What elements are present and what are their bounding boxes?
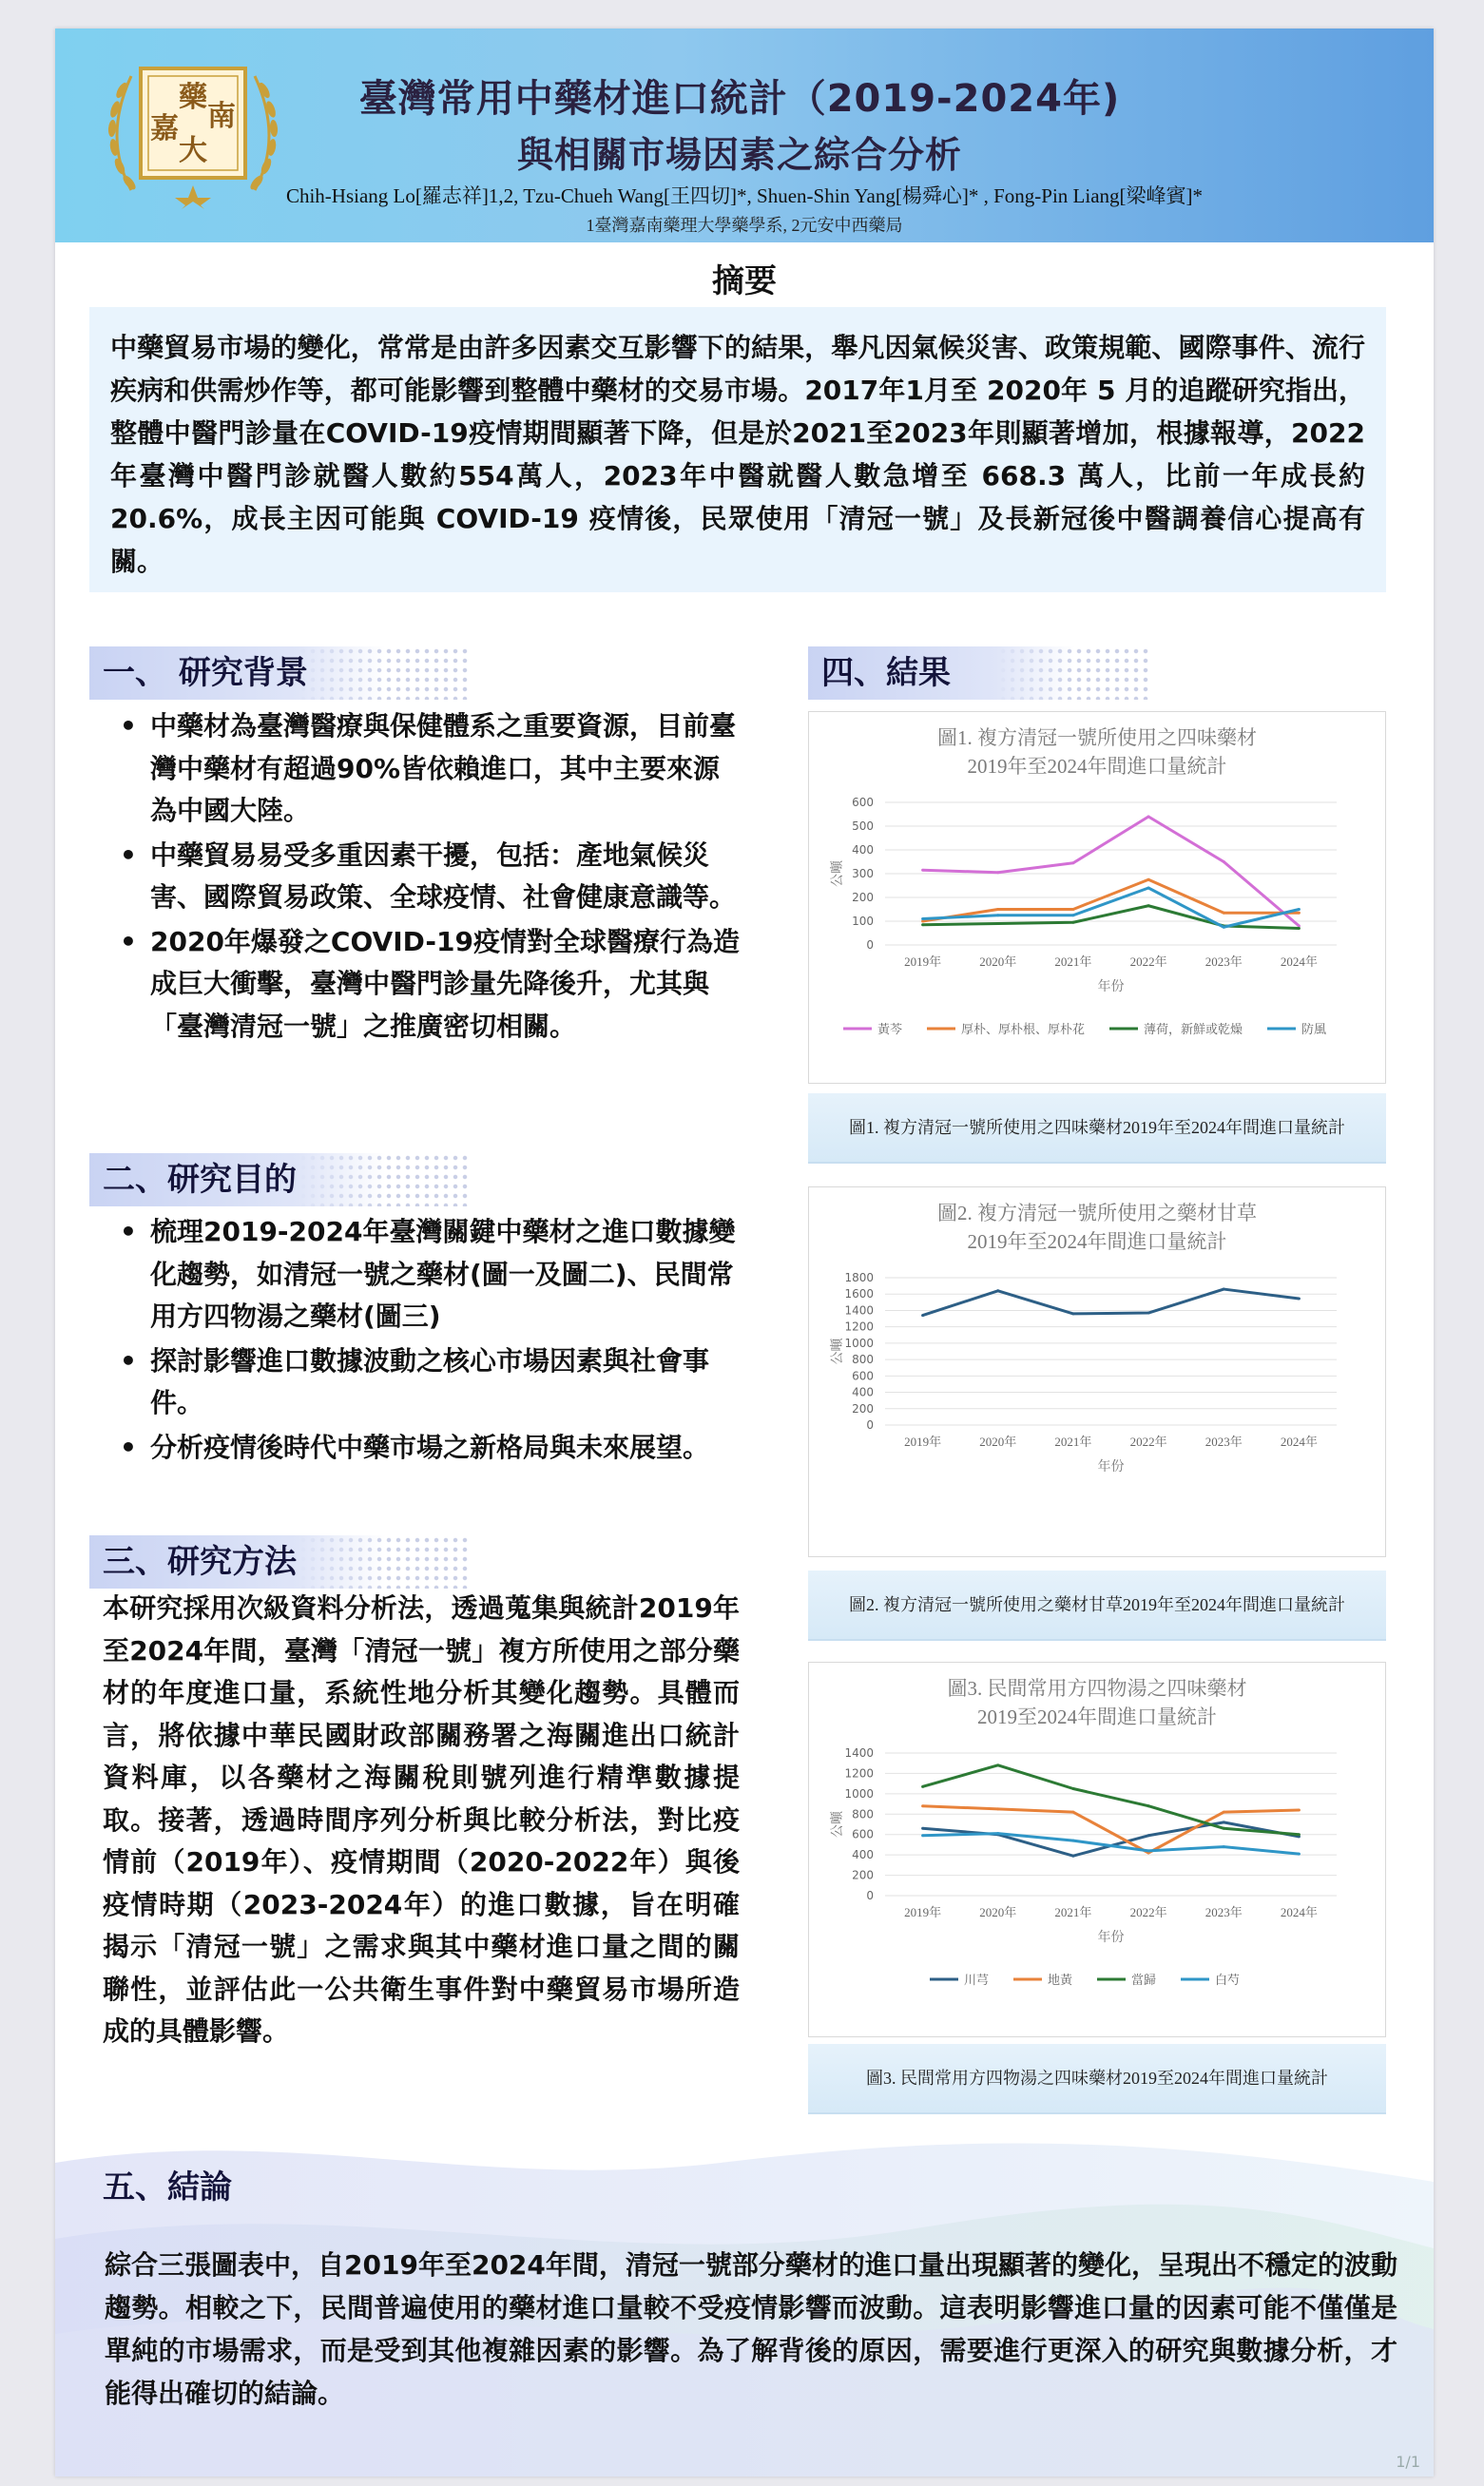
y-tick-label: 0 [866,1889,874,1902]
data-point [1071,861,1074,864]
y-tick-label: 400 [852,1848,874,1862]
x-tick-label: 2022年 [1129,1435,1167,1449]
data-point [1071,1787,1074,1790]
y-tick-label: 0 [866,1418,874,1432]
section-background-title: 一、 研究背景 [103,654,308,692]
data-point [1223,912,1225,915]
data-point [1298,1853,1301,1856]
x-tick-label: 2024年 [1280,1905,1318,1919]
x-tick-label: 2024年 [1280,954,1318,969]
affiliations: 1臺灣嘉南藥理大學藥學系, 2元安中西藥局 [586,216,903,235]
svg-text:藥: 藥 [179,81,207,114]
legend-label: 薄荷，新鮮或乾燥 [1144,1022,1243,1036]
data-point [1223,1821,1225,1823]
data-point [996,922,999,925]
figure-3 [808,1662,1386,2037]
chart-title-line: 圖2. 複方清冠一號所使用之藥材甘草 [937,1202,1257,1224]
data-point [1147,1849,1150,1852]
data-point [1298,912,1301,915]
x-tick-label: 2020年 [979,1905,1017,1919]
section-method-heading [89,1535,470,1589]
data-point [996,1763,999,1766]
svg-text:南: 南 [207,100,236,133]
data-point [921,917,924,920]
chart-title-line: 圖1. 複方清冠一號所使用之四味藥材 [937,726,1257,749]
y-tick-label: 500 [852,819,874,833]
x-tick-label: 2022年 [1129,1905,1167,1919]
y-axis-label: 公噸 [831,1338,845,1365]
author-list: Chih-Hsiang Lo[羅志祥]1,2, Tzu-Chueh Wang[王四切]*, Shuen-Shin Yang[楊舜心]* , Fong-Pin Liang[梁峰賓]* [285,184,1204,207]
objective-bullet-2: • 探討影響進口數據波動之核心市場因素與社會事件。 [114,1340,742,1425]
figure-1-chart [809,712,1385,1083]
x-tick-label: 2021年 [1054,1905,1092,1919]
data-point [1298,908,1301,911]
y-axis-label: 公噸 [831,1811,845,1838]
data-point [1298,1297,1301,1300]
data-point [996,871,999,874]
svg-text:嘉: 嘉 [150,112,179,145]
x-tick-label: 2019年 [904,954,942,969]
x-tick-label: 2023年 [1205,1435,1243,1449]
data-point [921,1804,924,1807]
data-point [1071,1855,1074,1858]
abstract-title: 摘要 [712,262,777,300]
legend-label: 川芎 [964,1973,990,1987]
data-point [1147,904,1150,907]
x-tick-label: 2023年 [1205,954,1243,969]
data-point [996,908,999,911]
data-point [1147,887,1150,890]
y-tick-label: 1000 [844,1336,874,1350]
data-point [1298,1809,1301,1812]
x-axis-label: 年份 [1097,1931,1125,1945]
figure-2 [808,1186,1386,1557]
background-bullet-3: • 2020年爆發之COVID-19疫情對全球醫療行為造成巨大衝擊，臺灣中醫門診量先降後升，尤其與「臺灣清冠一號」之推廣密切相關。 [114,921,742,1049]
y-tick-label: 800 [852,1353,874,1367]
data-point [921,1834,924,1837]
data-point [1223,1827,1225,1830]
series-line [923,1289,1300,1316]
data-point [1147,1804,1150,1807]
chart-title-line: 2019至2024年間進口量統計 [977,1706,1217,1728]
data-point [1223,860,1225,863]
data-point [1071,1811,1074,1814]
y-tick-label: 800 [852,1807,874,1821]
chart-title-line: 2019年至2024年間進口量統計 [967,1230,1227,1253]
legend-label: 防風 [1301,1022,1327,1036]
data-point [1071,914,1074,916]
data-point [921,1827,924,1830]
legend-label: 當歸 [1131,1973,1157,1987]
data-point [1071,1840,1074,1842]
data-point [1223,1811,1225,1814]
data-point [1071,1312,1074,1315]
chart-title-line: 2019年至2024年間進口量統計 [967,755,1227,778]
data-point [921,1785,924,1788]
svg-text:大: 大 [179,134,207,167]
data-point [1071,921,1074,924]
y-tick-label: 1000 [844,1786,874,1801]
y-tick-label: 0 [866,938,874,952]
section-results-heading [808,646,1150,700]
data-point [1147,1312,1150,1315]
legend-label: 黃芩 [877,1022,903,1036]
x-tick-label: 2024年 [1280,1435,1318,1449]
chart-title-line: 圖3. 民間常用方四物湯之四味藥材 [947,1677,1247,1700]
data-point [921,1314,924,1317]
y-tick-label: 400 [852,1385,874,1399]
data-point [1147,1834,1150,1837]
x-tick-label: 2021年 [1054,1435,1092,1449]
y-tick-label: 1200 [844,1320,874,1334]
y-tick-label: 400 [852,843,874,857]
data-point [1223,926,1225,929]
y-tick-label: 600 [852,1369,874,1383]
data-point [996,1807,999,1810]
objective-bullet-1: • 梳理2019-2024年臺灣關鍵中藥材之進口數據變化趨勢，如清冠一號之藥材(圖一及圖二)、民間常用方四物湯之藥材(圖三) [114,1211,742,1339]
y-tick-label: 1400 [844,1746,874,1760]
data-point [1298,927,1301,930]
section-conclusion-title: 五、結論 [103,2168,232,2207]
y-axis-label: 公噸 [831,860,845,887]
y-tick-label: 200 [852,891,874,904]
section-conclusion-heading [89,2161,470,2214]
y-tick-label: 1200 [844,1766,874,1781]
background-bullet-list [114,705,742,1050]
legend-label: 白芍 [1215,1973,1241,1987]
data-point [921,923,924,926]
x-axis-label: 年份 [1097,980,1125,994]
y-tick-label: 100 [852,915,874,928]
poster-header [55,29,1434,242]
figure-3-chart [809,1663,1385,2036]
y-tick-label: 300 [852,867,874,880]
x-tick-label: 2020年 [979,1435,1017,1449]
objective-bullet-3: • 分析疫情後時代中藥市場之新格局與未來展望。 [114,1427,742,1470]
y-tick-label: 200 [852,1868,874,1882]
section-objective-title: 二、研究目的 [103,1161,297,1199]
y-tick-label: 600 [852,796,874,809]
poster [55,29,1434,2476]
x-tick-label: 2019年 [904,1435,942,1449]
data-point [1298,1833,1301,1836]
x-tick-label: 2019年 [904,1905,942,1919]
section-objective-heading [89,1153,470,1206]
data-point [1147,816,1150,819]
background-bullet-1: • 中藥材為臺灣醫療與保健體系之重要資源，目前臺灣中藥材有超過90%皆依賴進口，其中主要來源為中國大陸。 [114,705,742,833]
figure-3-caption: 圖3. 民間常用方四物湯之四味藥材2019至2024年間進口量統計 [808,2044,1386,2114]
figure-1-caption: 圖1. 複方清冠一號所使用之四味藥材2019年至2024年間進口量統計 [808,1093,1386,1164]
y-tick-label: 200 [852,1401,874,1416]
data-point [996,1832,999,1835]
section-background-heading [89,646,470,700]
section-results-title: 四、結果 [821,654,951,692]
x-tick-label: 2021年 [1054,954,1092,969]
conclusion-text: 綜合三張圖表中，自2019年至2024年間，清冠一號部分藥材的進口量出現顯著的變化，呈現出不穩定的波動趨勢。相較之下，民間普遍使用的藥材進口量較不受疫情影響而波動。這表明影響進口量的因素可能不僅僅是單純的市場需求，而是受到其他複雜因素的影響。為了解背後的原因，需要進行更深入的研究與數據分析，才能得出確切的結論。 [105,2249,1397,2409]
data-point [921,869,924,872]
y-tick-label: 1800 [844,1271,874,1284]
x-tick-label: 2022年 [1129,954,1167,969]
legend-label: 厚朴、厚朴根、厚朴花 [961,1022,1086,1036]
data-point [1071,908,1074,911]
background-bullet-2: • 中藥貿易易受多重因素干擾，包括：產地氣候災害、國際貿易政策、全球疫情、社會健康意識等。 [114,835,742,919]
section-method-title: 三、研究方法 [103,1543,297,1581]
data-point [996,914,999,916]
data-point [1223,1845,1225,1848]
x-axis-label: 年份 [1097,1460,1125,1474]
figure-2-chart [809,1187,1385,1556]
poster-title-line1: 臺灣常用中藥材進口統計（2019-2024年) [358,77,1121,121]
figure-2-caption: 圖2. 複方清冠一號所使用之藥材甘草2019年至2024年間進口量統計 [808,1571,1386,1641]
series-line [923,1822,1300,1856]
series-line [923,1834,1300,1854]
x-tick-label: 2020年 [979,954,1017,969]
data-point [1147,878,1150,881]
x-tick-label: 2023年 [1205,1905,1243,1919]
poster-title-line2: 與相關市場因素之綜合分析 [516,134,962,176]
data-point [996,1289,999,1292]
abstract-text: 中藥貿易市場的變化，常常是由許多因素交互影響下的結果，舉凡因氣候災害、政策規範、國際事件、流行疾病和供需炒作等，都可能影響到整體中藥材的交易市場。2017年1月至 2020年 5 月的追蹤研究指出，整體中醫門診量在COVID-19疫情期間顯著下降，但是於2021至2023年則顯著增加，根據報導，2022年臺灣中醫門診就醫人數約554萬人，2023年中醫就醫人數急增至 668.3 萬人，比前一年成長約 20.6%，成長主因可能與 COVID-19 疫情後，民眾使用「清冠一號」及長新冠後中醫調養信心提高有關。 [89,307,1386,592]
page-number: 1/1 [1396,2453,1420,2471]
objective-bullet-list [114,1211,742,1471]
method-text: 本研究採用次級資料分析法，透過蒐集與統計2019年至2024年間，臺灣「清冠一號」複方所使用之部分藥材的年度進口量，系統性地分析其變化趨勢。具體而言，將依據中華民國財政部關務署之海關進出口統計資料庫，以各藥材之海關稅則號列進行精準數據提取。接著，透過時間序列分析與比較分析法，對比疫情前（2019年）、疫情期間（2020-2022年）與後疫情時期（2023-2024年）的進口數據，旨在明確揭示「清冠一號」之需求與其中藥材進口量之間的關聯性，並評估此一公共衛生事件對中藥貿易市場所造成的具體影響。 [103,1592,740,2047]
figure-1 [808,711,1386,1084]
y-tick-label: 1600 [844,1287,874,1301]
data-point [1223,1288,1225,1291]
y-tick-label: 1400 [844,1303,874,1318]
series-line [923,817,1300,926]
legend-label: 地黃 [1048,1973,1073,1987]
series-line [923,1765,1300,1835]
y-tick-label: 600 [852,1827,874,1841]
